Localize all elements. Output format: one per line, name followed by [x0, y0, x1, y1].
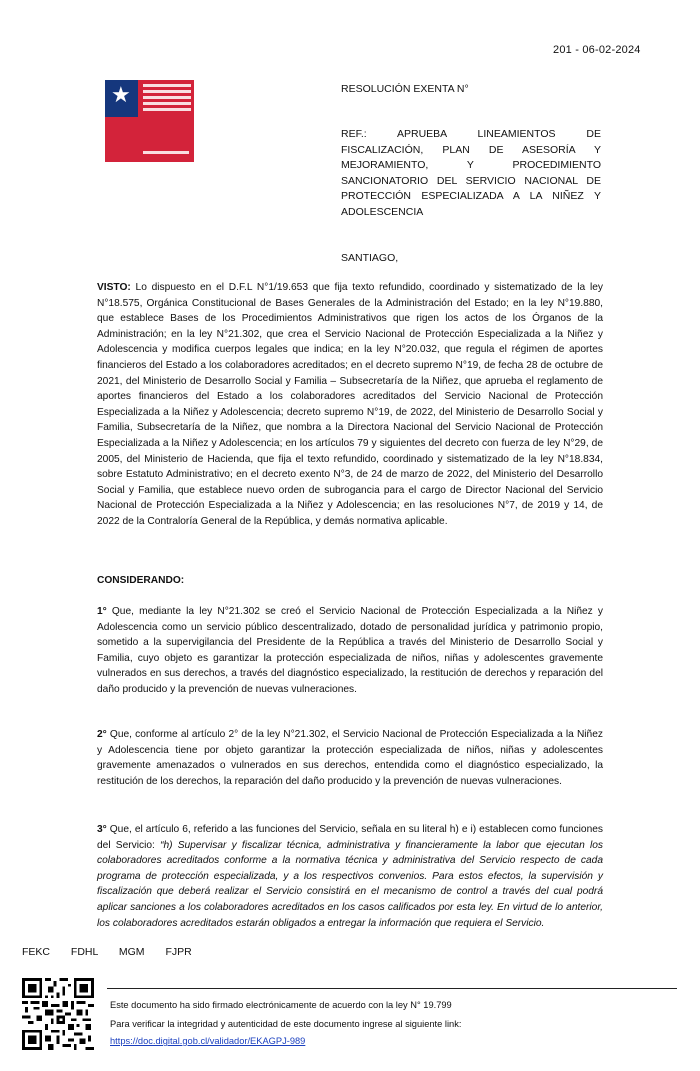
footer-divider — [107, 988, 677, 989]
star-icon: ★ — [111, 82, 131, 107]
verification-link[interactable]: https://doc.digital.gob.cl/validador/EKAGPJ-989 — [110, 1036, 306, 1046]
visto-label: VISTO: — [97, 282, 131, 293]
considerando-2: 2° Que, conforme al artículo 2° de la ley N°21.302, el Servicio Nacional de Protección Especializada a la Niñez y Adolescencia tiene por objeto garantizar la protección especializada de niños, niñas y adolescentes gravemente amenazados o vulnerados en sus derechos, entendida como el diagnóstico especializado, la restitución de los derechos, la reparación del daño producido y la prevención de nuevas vulneraciones. — [97, 729, 603, 787]
institution-logo — [105, 80, 194, 162]
reference-block: REF.: APRUEBA LINEAMIENTOS DE FISCALIZACIÓN, PLAN DE ASESORÍA Y MEJORAMIENTO, Y PROCEDIMIENTO SANCIONATORIO DEL SERVICIO NACIONAL DE PROTECCIÓN ESPECIALIZADA A LA NIÑEZ Y ADOLESCENCIA — [341, 128, 601, 218]
resolution-title: RESOLUCIÓN EXENTA N° — [341, 83, 469, 95]
considerando-1: 1° Que, mediante la ley N°21.302 se creó el Servicio Nacional de Protección Especializada a la Niñez y Adolescencia como un servicio público descentralizado, dotado de personalidad jurídica y patrimonio propio, sometido a la supervigilancia del Presidente de la República a través del Ministerio de Desarrollo Social y Familia, cuyo objeto es garantizar la protección especializada de niños, niñas y adolescentes gravemente vulnerados en sus derechos, a través del diagnóstico especializado, la restitución de derechos y reparación del daño producido y la prevención de nuevas vulneraciones. — [97, 606, 603, 695]
verification-notice: Para verificar la integridad y autenticidad de este documento ingrese al siguiente link: — [110, 1019, 462, 1029]
reference-code: 201 - 06-02-2024 — [553, 44, 641, 56]
place-line: SANTIAGO, — [341, 252, 399, 264]
signature-notice: Este documento ha sido firmado electrónicamente de acuerdo con la ley N° 19.799 — [110, 1000, 452, 1010]
considerando-heading: CONSIDERANDO: — [97, 575, 185, 586]
signatory-initials: FEKC FDHL MGM FJPR — [22, 946, 192, 958]
qr-code-icon — [22, 978, 94, 1050]
visto-text: Lo dispuesto en el D.F.L N°1/19.653 que fija texto refundido, coordinado y sistematizado de la ley N°18.575, Orgánica Constitucional de Bases Generales de la Administración del Estado; en la ley N°19.880, que establece Bases de los Procedimientos Administrativos que rigen los actos de los Órganos de la Administración; en la ley N°21.302, que crea el Servicio Nacional de Protección Especializada a la Niñez y Adolescencia y modifica cuerpos legales que indica; en la ley N°20.032, que regula el régimen de aportes financieros del Estado a los colaboradores acreditados; en el decreto supremo N°19, de fecha 28 de octubre de 2021, del Ministerio de Desarrollo Social y Familia – Subsecretaría de la Niñez, que aprueba el reglamento de aportes financieros del Estado a los colaboradores acreditados del Servicio Nacional de Protección Especializada a la Niñez y Adolescencia; decreto supremo N°19, de 2022, del Ministerio de Desarrollo Social y Familia, Subsecretaría de la Niñez, que nombra a la Directora Nacional del Servicio Nacional de Protección Especializada a la Niñez y Adolescencia; en los artículos 79 y siguientes del decreto con fuerza de ley N°29, de 2005, del Ministerio de Hacienda, que fija el texto refundido, coordinado y sistematizado de la ley N°18.834, sobre Estatuto Administrativo; en el decreto exento N°3, de 24 de marzo de 2022, del Ministerio del Desarrollo Social y Familia, que establece nuevo orden de subrogancia para el cargo de Director Nacional del Servicio Nacional de Protección Especializada a la Niñez y Adolescencia; en las resoluciones N°7, de 2019 y 14, de 2022 de la Contraloría General de la República, y demás normativa aplicable. — [97, 282, 603, 527]
visto-section — [97, 280, 603, 530]
legal-quote: “h) Supervisar y fiscalizar técnica, administrativa y financieramente la labor que ejecutan los colaboradores acreditados conforme a la normativa técnica y administrativa del Servicio respecto de cada programa de protección especializada, y a los respectivos convenios. Para estos efectos, la supervisión y fiscalización que deberá realizar el Servicio consistirá en el mecanismo de control a través del cual podrá aplicar sanciones a los colaboradores acreditados en los casos calificados por esta ley. En virtud de lo anterior, los colaboradores acreditados estarán obligados a entregar la información que requiera el Servicio. — [97, 839, 603, 929]
considerando-3: 3° Que, el artículo 6, referido a las funciones del Servicio, señala en su literal h) e i) establecen como funciones del Servicio: “h) Supervisar y fiscalizar técnica, administrativa y financieramente la labor que ejecutan los colaboradores acreditados conforme a la normativa técnica y administrativa del Servicio respecto de cada programa de protección especializada, y a los respectivos convenios. Para estos efectos, la supervisión y fiscalización que deberá realizar el Servicio consistirá en el mecanismo de control a través del cual podrá aplicar sanciones a los colaboradores acreditados en los casos calificados por esta ley. En virtud de lo anterior, los colaboradores acreditados estarán obligados a entregar la información que requiera el Servicio. — [97, 824, 603, 929]
